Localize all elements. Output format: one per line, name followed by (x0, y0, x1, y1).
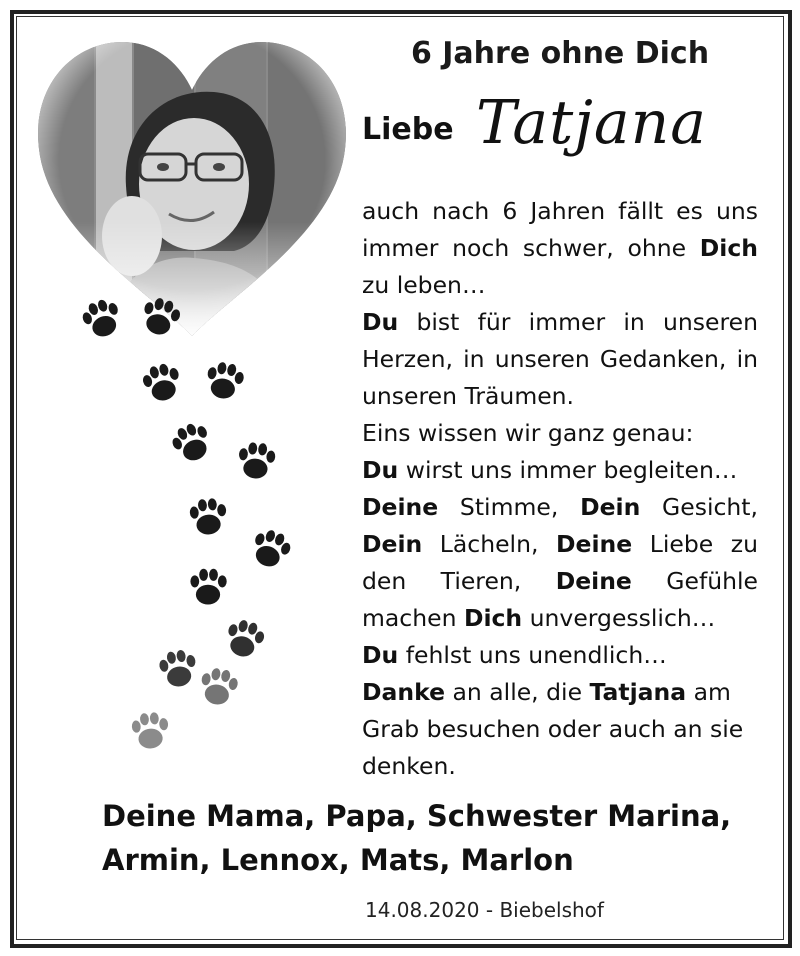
text-paragraph (362, 304, 758, 415)
emphasis-word: Deine (555, 567, 632, 595)
text-run: Gefühle machen (362, 567, 759, 632)
emphasis-word: Du (362, 641, 399, 669)
text-run: am Grab besuchen oder auch an sie denken. (362, 678, 744, 780)
text-paragraph (362, 452, 758, 489)
paw-print-icon (223, 617, 267, 661)
paw-print-icon (140, 361, 184, 405)
text-paragraph (362, 193, 758, 304)
paw-print-icon (157, 648, 199, 690)
text-run: Stimme, (438, 493, 581, 521)
paw-print-icon (237, 441, 276, 480)
text-run: Gesicht, (640, 493, 758, 521)
emphasis-word: Du (362, 308, 399, 336)
text-paragraph (362, 415, 758, 452)
text-run: unvergesslich… (522, 604, 716, 632)
date-location: 14.08.2020 - Biebelshof (365, 898, 604, 922)
text-run: Eins wissen wir ganz genau: (362, 419, 694, 447)
emphasis-word: Dein (580, 493, 641, 521)
paw-print-icon (168, 419, 216, 467)
text-run: wirst uns immer begleiten… (398, 456, 738, 484)
headline: 6 Jahre ohne Dich (410, 36, 710, 71)
paw-print-icon (131, 711, 170, 750)
emphasis-word: Dich (699, 234, 758, 262)
signature-line-2: Armin, Lennox, Mats, Marlon (102, 843, 574, 877)
salutation: Liebe (362, 112, 454, 147)
paw-print-icon (204, 360, 246, 402)
paw-print-icon (248, 526, 294, 572)
emphasis-word: Du (362, 456, 399, 484)
deceased-name: Tatjana (476, 88, 708, 158)
emphasis-word: Danke (362, 678, 446, 706)
paw-prints-trail (70, 280, 310, 750)
signature-line-1: Deine Mama, Papa, Schwester Marina, (102, 799, 732, 833)
text-run: zu leben… (362, 271, 486, 299)
text-run: bist für immer in unseren Herzen, in unseren Gedanken, in unseren Träumen. (362, 308, 758, 410)
text-run: auch nach 6 Jahren fällt es uns immer noch schwer, ohne (362, 197, 758, 262)
emphasis-word: Deine (556, 530, 633, 558)
text-paragraph (362, 489, 758, 637)
emphasis-word: Tatjana (589, 678, 687, 706)
paw-print-icon (79, 296, 125, 342)
paw-print-icon (190, 569, 226, 605)
emphasis-word: Dein (362, 530, 423, 558)
paw-print-icon (139, 295, 183, 339)
memorial-text (362, 193, 758, 785)
text-paragraph (362, 674, 758, 785)
emphasis-word: Deine (362, 493, 439, 521)
signature (102, 794, 752, 882)
text-run: Liebe zu den Tieren, (362, 530, 758, 595)
emphasis-word: Dich (463, 604, 523, 632)
text-paragraph (362, 637, 758, 674)
text-run: Lächeln, (422, 530, 557, 558)
text-run: an alle, die (445, 678, 590, 706)
text-run: fehlst uns unendlich… (398, 641, 667, 669)
paw-print-icon (198, 666, 240, 708)
paw-print-icon (189, 497, 228, 536)
